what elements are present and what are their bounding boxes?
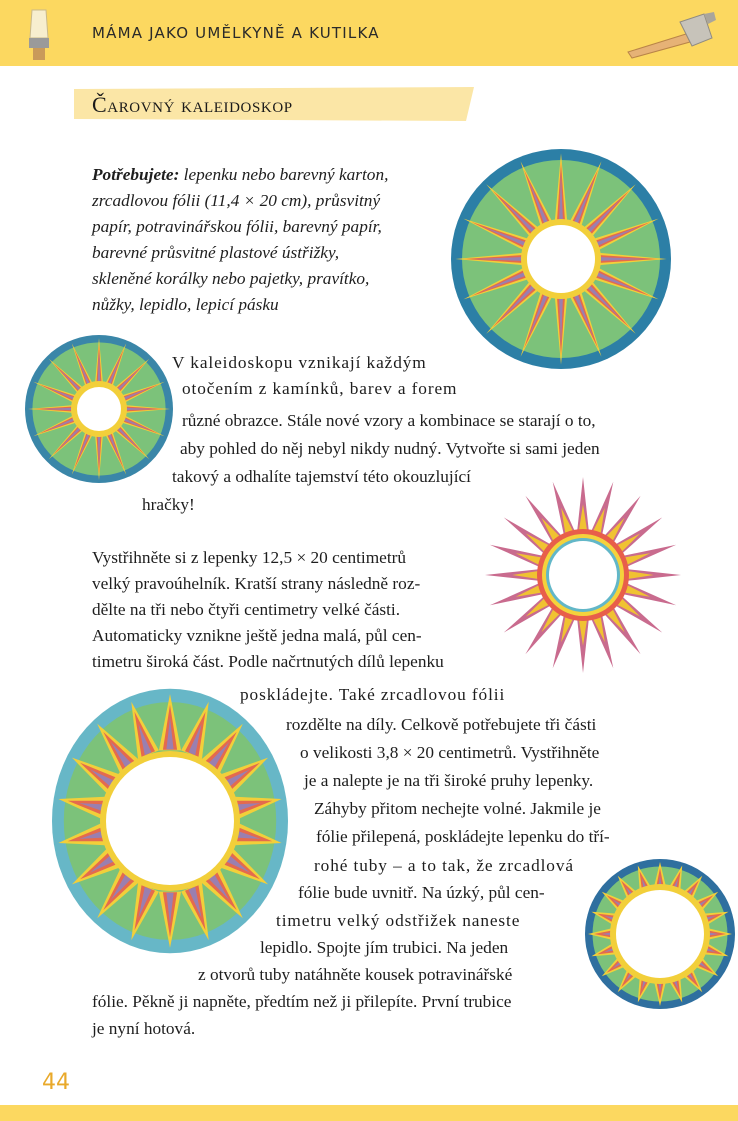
kaleidoscope-illustration-1 [450,148,672,370]
instruction-line: Automaticky vznikne ještě jedna malá, půl cen- [92,626,422,645]
materials-label: Potřebujete: [92,165,180,184]
instruction-line: velký pravoúhelník. Kratší strany následně roz- [92,574,421,593]
instruction-line: fólie. Pěkně ji napněte, předtím než ji přilepíte. První trubice [92,992,512,1011]
instruction-line: rohé tuby – a to tak, že zrcadlová [314,856,574,875]
instruction-line: je nyní hotová. [92,1019,196,1038]
page-number: 44 [42,1070,70,1095]
materials-line: Potřebujete: lepenku nebo barevný karton, [92,165,389,184]
page-footer-band [0,1105,738,1121]
page-header [0,0,738,66]
materials-line: nůžky, lepidlo, lepicí pásku [92,295,279,314]
paintbrush-icon [26,8,54,60]
kaleidoscope-illustration-3 [484,476,682,674]
instruction-line: z otvorů tuby natáhněte kousek potravinářské [198,965,513,984]
intro-line: aby pohled do něj nebyl nikdy nudný. Vytvořte si sami jeden [180,439,600,458]
instruction-line: je a nalepte je na tři široké pruhy lepenky. [304,771,594,790]
instruction-line: timetru velký odstřižek naneste [276,911,521,930]
section-heading: Čarovný kaleidoskop [92,92,293,117]
instruction-line: poskládejte. Také zrcadlovou fólii [240,685,506,704]
intro-line: hračky! [142,495,195,514]
kaleidoscope-illustration-2 [24,334,174,484]
kaleidoscope-illustration-4 [50,686,290,956]
materials-line: skleněné korálky nebo pajetky, pravítko, [92,269,370,288]
instruction-line: Záhyby přitom nechejte volné. Jakmile je [314,799,601,818]
kaleidoscope-illustration-5 [584,858,736,1010]
materials-line: zrcadlovou fólii (11,4 × 20 cm), průsvitný [92,191,381,210]
instruction-line: dělte na tři nebo čtyři centimetry velké části. [92,600,401,619]
intro-line: takový a odhalíte tajemství této okouzlující [172,467,471,486]
intro-line: V kaleidoskopu vznikají každým [172,353,427,372]
instruction-line: lepidlo. Spojte jím trubici. Na jeden [260,938,509,957]
intro-line: různé obrazce. Stále nové vzory a kombinace se starají o to, [182,411,596,430]
header-title: MÁMA JAKO UMĚLKYNĚ A KUTILKA [92,24,380,42]
hammer-icon [622,12,718,60]
materials-line: barevné průsvitné plastové ústřižky, [92,243,340,262]
instruction-line: Vystřihněte si z lepenky 12,5 × 20 centimetrů [92,548,407,567]
instruction-line: fólie přilepená, poskládejte lepenku do tří- [316,827,610,846]
intro-line: otočením z kamínků, barev a forem [182,379,458,398]
instruction-line: fólie bude uvnitř. Na úzký, půl cen- [298,883,545,902]
instruction-line: o velikosti 3,8 × 20 centimetrů. Vystřihněte [300,743,600,762]
materials-line: papír, potravinářskou fólii, barevný papír, [92,217,382,236]
instruction-line: rozdělte na díly. Celkově potřebujete tři části [286,715,597,734]
instruction-line: timetru široká část. Podle načrtnutých dílů lepenku [92,652,444,671]
